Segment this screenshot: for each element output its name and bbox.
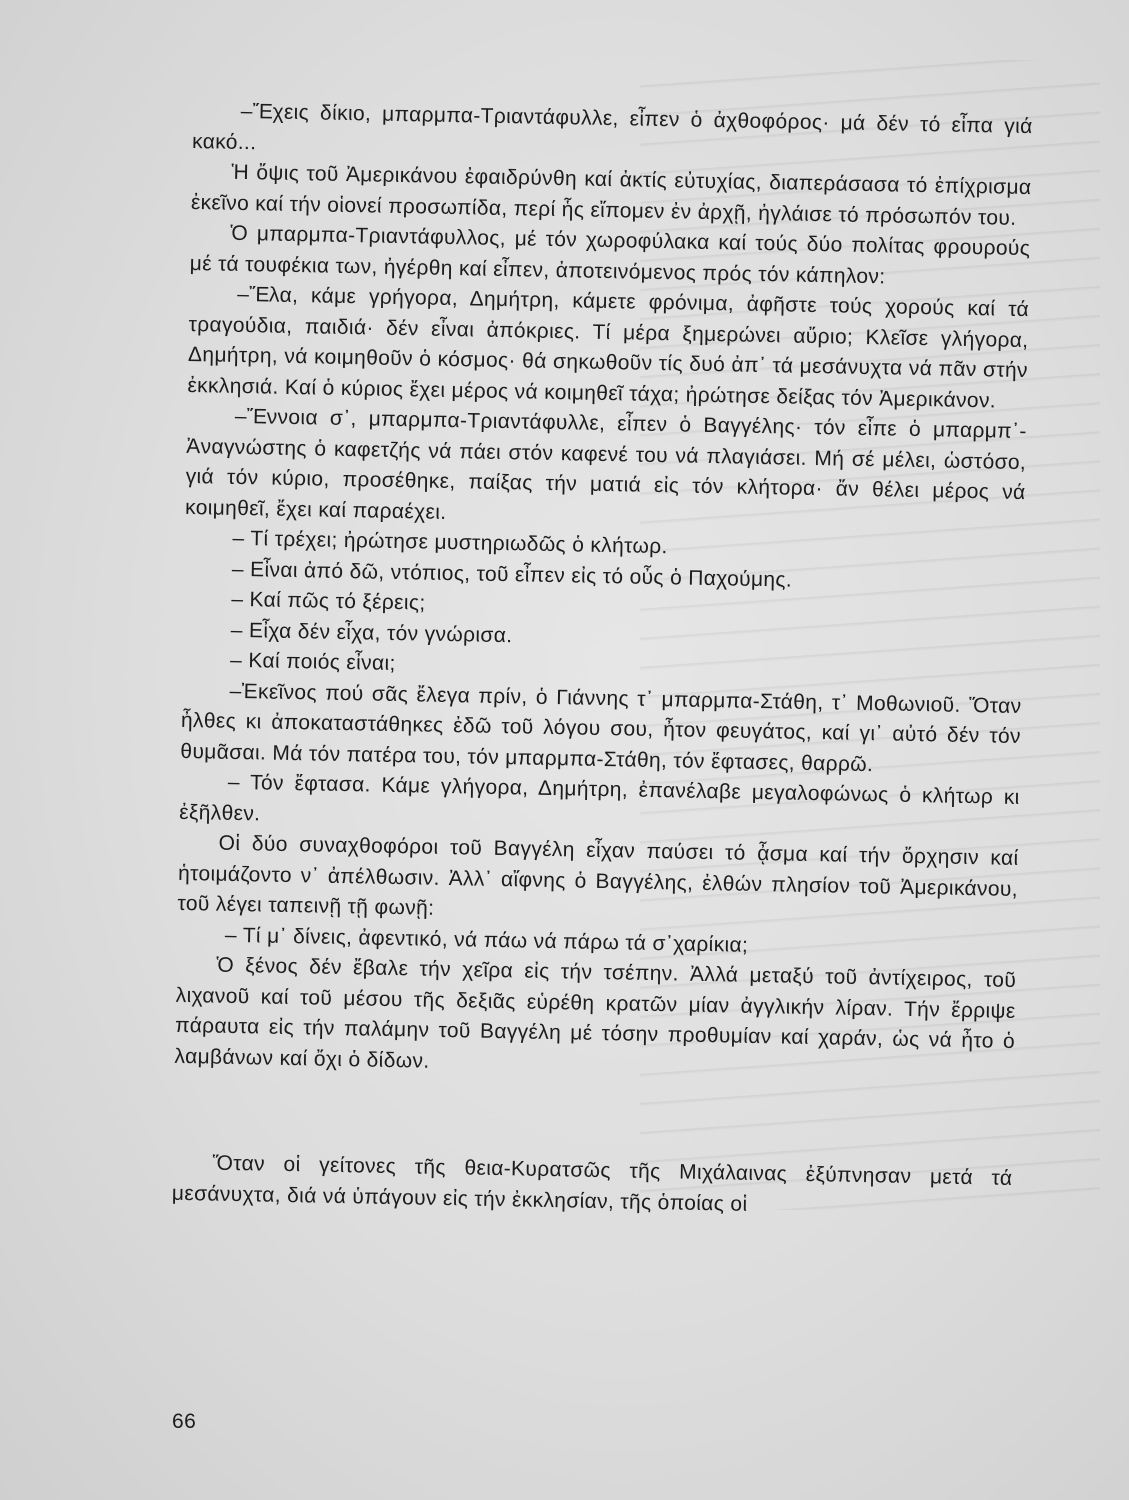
page-number: 66 (172, 1410, 197, 1433)
paragraph-7: – Εἶναι ἀπό δῶ, ντόπιος, τοῦ εἶπεν εἰς τό οὖς ὁ Παχούμης. (231, 557, 793, 592)
paragraph-9: – Εἶχα δέν εἶχα, τόν γνώρισα. (230, 618, 513, 647)
paragraph-2: Ἡ ὄψις τοῦ Ἀμερικάνου ἐφαιδρύνθη καί ἀκτίς εὐτυχίας, διαπεράσασα τό ἐπίχρισμα ἐκεῖνο καί τήν οἱονεί προσωπίδα, περί ἧς εἴπομεν ἐν ἀρχῇ, ἠγλάισε τό πρόσωπόν του. (190, 160, 1032, 230)
paragraph-5: –Ἔννοια σ᾽, μπαρμπα-Τριαντάφυλλε, εἶπεν ὁ Βαγγέλης· τόν εἶπε ὁ μπαρμπ᾽-Ἀναγνώστης ὁ καφετζής νά πάει στόν καφενέ του νά πλαγιάσει. Μή σέ μέλει, ὡστόσο, γιά τόν κύριο, προσέθηκε, παίξας τήν ματιά εἰς τόν κλήτορα· ἄν θέλει μέρος νά κοιμηθεῖ, ἔχει καί παραέχει. (184, 404, 1027, 524)
paragraph-16: Ὅταν οἱ γείτονες τῆς θεια-Κυρατσῶς τῆς Μιχάλαινας ἐξύπνησαν μετά τά μεσάνυχτα, διά νά ὑπάγουν εἰς τήν ἐκκλησίαν, τῆς ὁποίας οἱ (171, 1151, 1013, 1216)
paragraph-10: – Καί ποιός εἶναι; (229, 648, 396, 675)
paragraph-12: – Τόν ἔφτασα. Κάμε γλήγορα, Δημήτρη, ἐπανέλαβε μεγαλοφώνως ὁ κλήτωρ κι ἐξῆλθεν. (179, 770, 1020, 825)
paragraph-1: –Ἔχεις δίκιο, μπαρμπα-Τριαντάφυλλε, εἶπεν ὁ ἀχθοφόρος· μά δέν τό εἶπα γιά κακό... (191, 99, 1033, 154)
body-text (172, 96, 1033, 1225)
paragraph-8: – Καί πῶς τό ξέρεις; (231, 587, 426, 615)
paragraph-6: – Τί τρέχει; ἠρώτησε μυστηριωδῶς ὁ κλήτωρ. (232, 526, 668, 559)
paragraph-15: Ὁ ξένος δέν ἔβαλε τήν χεῖρα εἰς τήν τσέπην. Ἀλλά μεταξύ τοῦ ἀντίχειρος, τοῦ λιχανοῦ καί τοῦ μέσου τῆς δεξιᾶς εὑρέθη κρατῶν μίαν ἀγγλικήν λίραν. Τήν ἔρριψε πάραυτα εἰς τήν παλάμην τοῦ Βαγγέλη μέ τόσην προθυμίαν καί χαράν, ὡς νά ἦτο ὁ λαμβάνων καί ὄχι ὁ δίδων. (174, 953, 1017, 1073)
paragraph-14: – Τί μ᾽ δίνεις, ἀφεντικό, νά πάω νά πάρω τά σ᾽χαρίκια; (224, 923, 749, 957)
paragraph-4: –Ἔλα, κάμε γρήγορα, Δημήτρη, κάμετε φρόνιμα, ἀφῆστε τούς χορούς καί τά τραγούδια, παιδιά· δέν εἶναι ἀπόκριες. Τί μέρα ξημερώνει αὔριο; Κλεῖσε γλήγορα, Δημήτρη, νά κοιμηθοῦν ὁ κόσμος· θά σηκωθοῦν τίς δυό ἀπ᾽ τά μεσάνυχτα νά πᾶν στήν ἐκκλησιά. Καί ὁ κύριος ἔχει μέρος νά κοιμηθεῖ τάχα; ἠρώτησε δείξας τόν Ἀμερικάνον. (187, 282, 1030, 412)
paragraph-3: Ὁ μπαρμπα-Τριαντάφυλλος, μέ τόν χωροφύλακα καί τούς δύο πολίτας φρουρούς μέ τά τουφέκια των, ἠγέρθη καί εἶπεν, ἀποτεινόμενος πρός τόν κάπηλον: (189, 221, 1031, 288)
paragraph-11: –Ἐκεῖνος πού σᾶς ἔλεγα πρίν, ὁ Γιάννης τ᾽ μπαρμπα-Στάθη, τ᾽ Μοθωνιοῦ. Ὅταν ἦλθες κι ἀποκαταστάθηκες ἐδῶ τοῦ λόγου σου, ἦτον φευγάτος, καί γι᾽ αὐτό δέν τόν θυμᾶσαι. Μά τόν πατέρα του, τόν μπαρμπα-Στάθη, τόν ἔφτασες, θαρρῶ. (180, 679, 1022, 776)
paragraph-13: Οἱ δύο συναχθοφόροι τοῦ Βαγγέλη εἶχαν παύσει τό ᾆσμα καί τήν ὄρχησιν καί ἡτοιμάζοντο ν᾽ ἀπέλθωσιν. Ἀλλ᾽ αἴφνης ὁ Βαγγέλης, ἐλθών πλησίον τοῦ Ἀμερικάνου, τοῦ λέγει ταπεινῇ τῇ φωνῇ: (177, 831, 1019, 920)
